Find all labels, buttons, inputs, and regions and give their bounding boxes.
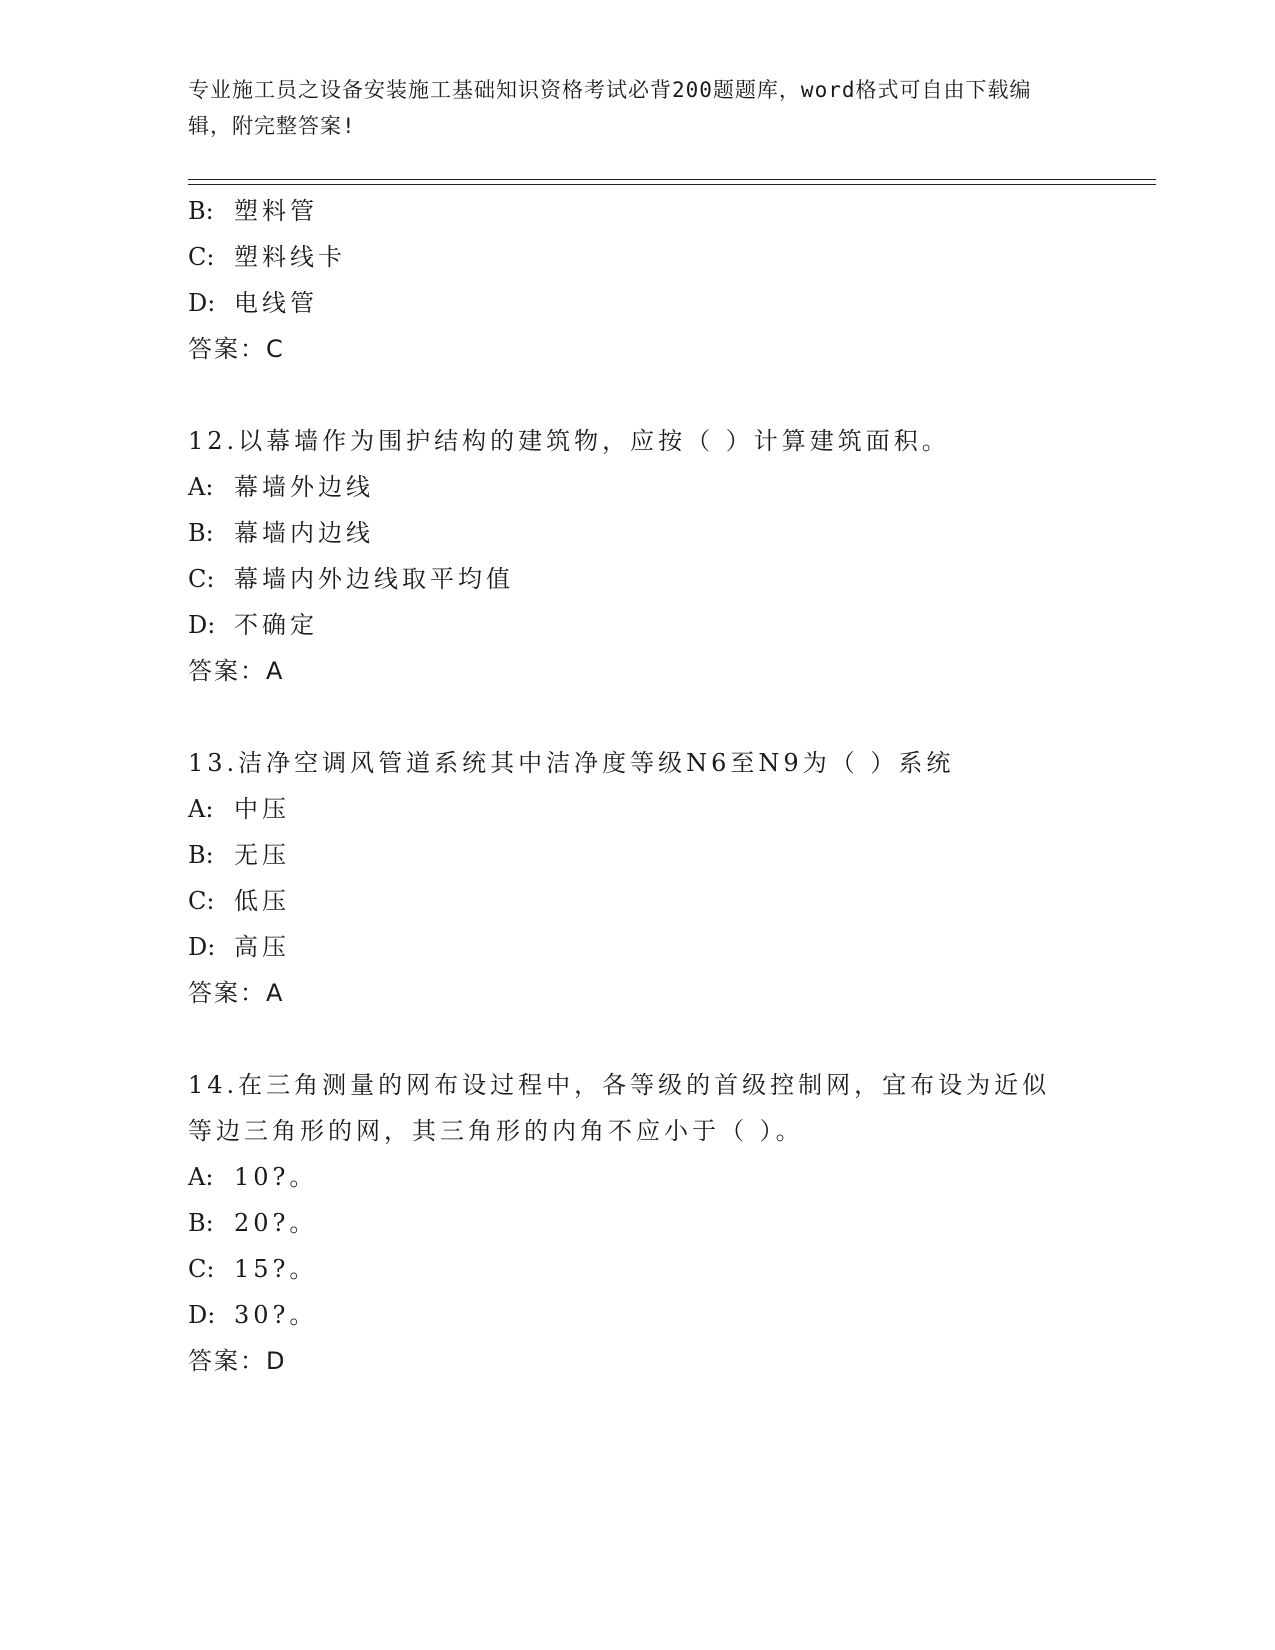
answer: 答案：A: [188, 979, 285, 1007]
question-14: [188, 1062, 1088, 1384]
option-d: [188, 924, 1088, 970]
option-c: [188, 878, 1088, 924]
answer: 答案：D: [188, 1347, 287, 1375]
option-c: [188, 234, 1088, 280]
option-text: 塑料管: [234, 197, 318, 225]
option-text: 塑料线卡: [234, 243, 346, 271]
option-letter: A:: [188, 1163, 214, 1191]
option-text: 幕墙外边线: [234, 473, 374, 501]
option-letter: C:: [188, 1255, 215, 1283]
option-letter: D:: [188, 933, 216, 961]
option-text: 10?。: [234, 1163, 318, 1191]
option-letter: A:: [188, 795, 214, 823]
option-text: 20?。: [234, 1209, 318, 1237]
question-11-continued: [188, 188, 1088, 372]
option-a: [188, 1154, 1088, 1200]
option-text: 中压: [234, 795, 290, 823]
option-d: [188, 602, 1088, 648]
option-letter: C:: [188, 887, 215, 915]
option-text: 电线管: [234, 289, 318, 317]
option-letter: B:: [188, 197, 214, 225]
option-letter: D:: [188, 289, 216, 317]
option-letter: B:: [188, 841, 214, 869]
option-text: 幕墙内边线: [234, 519, 374, 547]
option-letter: B:: [188, 519, 214, 547]
option-b: [188, 832, 1088, 878]
option-text: 低压: [234, 887, 290, 915]
header-title: 专业施工员之设备安装施工基础知识资格考试必背200题题库，word格式可自由下载编辑，附完整答案!: [188, 78, 1032, 138]
option-letter: D:: [188, 1301, 216, 1329]
option-text: 不确定: [234, 611, 318, 639]
question-stem-line-2: 等边三角形的网，其三角形的内角不应小于（ ）。: [188, 1117, 804, 1145]
question-stem: 12.以幕墙作为围护结构的建筑物，应按（ ）计算建筑面积。: [188, 427, 950, 455]
question-stem: 13.洁净空调风管道系统其中洁净度等级N6至N9为（ ）系统: [188, 749, 955, 777]
option-letter: A:: [188, 473, 214, 501]
question-stem-line-1: 14.在三角测量的网布设过程中，各等级的首级控制网，宜布设为近似: [188, 1071, 1051, 1099]
header-rule-top: [188, 179, 1156, 180]
option-b: [188, 1200, 1088, 1246]
answer: 答案：C: [188, 335, 285, 363]
option-text: 30?。: [234, 1301, 318, 1329]
option-b: [188, 510, 1088, 556]
option-letter: C:: [188, 565, 215, 593]
header-rule-bottom: [188, 184, 1156, 185]
option-letter: C:: [188, 243, 215, 271]
document-header: [188, 72, 1068, 144]
option-d: [188, 1292, 1088, 1338]
option-a: [188, 464, 1088, 510]
option-letter: B:: [188, 1209, 214, 1237]
question-12: [188, 418, 1088, 694]
option-text: 高压: [234, 933, 290, 961]
option-text: 15?。: [234, 1255, 318, 1283]
question-13: [188, 740, 1088, 1016]
document-body: [188, 188, 1088, 1384]
option-a: [188, 786, 1088, 832]
option-d: [188, 280, 1088, 326]
option-letter: D:: [188, 611, 216, 639]
option-c: [188, 556, 1088, 602]
option-c: [188, 1246, 1088, 1292]
option-b: [188, 188, 1088, 234]
option-text: 幕墙内外边线取平均值: [234, 565, 514, 593]
option-text: 无压: [234, 841, 290, 869]
answer: 答案：A: [188, 657, 285, 685]
